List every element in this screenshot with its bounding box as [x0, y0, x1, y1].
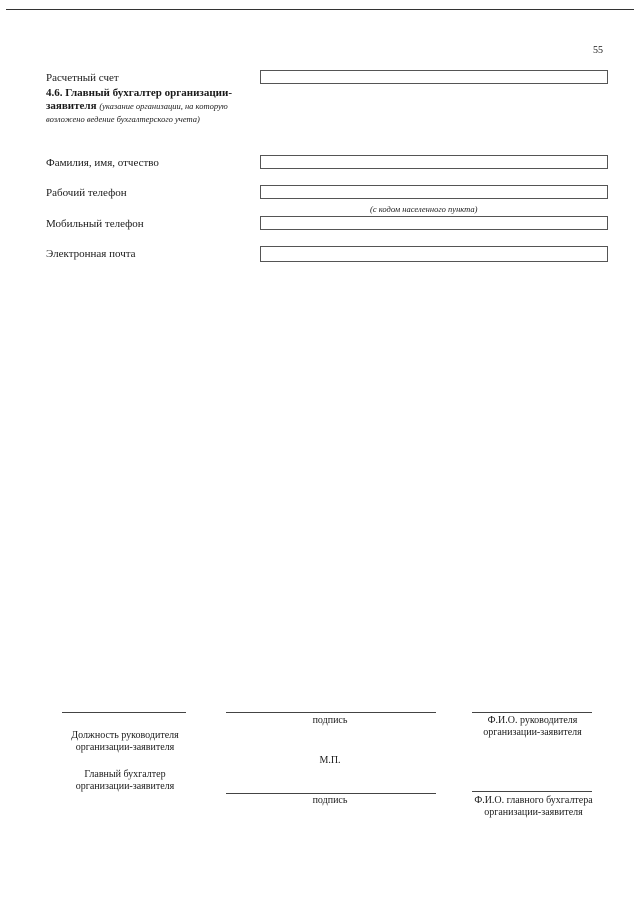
email-field[interactable]	[260, 246, 608, 262]
section-heading-note: (указание организации, на которую возложено ведение бухгалтерского учета)	[46, 101, 228, 124]
chief-accountant-signature-line	[226, 793, 436, 794]
chief-accountant-signature-caption: подпись	[312, 795, 348, 806]
email-label: Электронная почта	[46, 248, 136, 260]
page-number: 55	[593, 45, 603, 56]
head-position-caption: Должность руководителя организации-заявителя	[71, 730, 179, 753]
section-heading	[46, 87, 251, 126]
work-phone-hint: (с кодом населенного пункта)	[370, 204, 478, 214]
head-position-line	[62, 712, 186, 713]
mobile-phone-label: Мобильный телефон	[46, 218, 144, 230]
head-signature-line	[226, 712, 436, 713]
work-phone-label: Рабочий телефон	[46, 187, 127, 199]
full-name-field[interactable]	[260, 155, 608, 169]
mobile-phone-field[interactable]	[260, 216, 608, 230]
head-name-caption: Ф.И.О. руководителя организации-заявителя	[483, 715, 582, 738]
chief-accountant-name-line	[472, 791, 592, 792]
stamp-mark: М.П.	[319, 755, 341, 766]
chief-accountant-position: Главный бухгалтер организации-заявителя	[75, 769, 175, 792]
section-heading-title: 4.6. Главный бухгалтер организации-заявителя	[46, 87, 233, 112]
account-field[interactable]	[260, 70, 608, 84]
chief-accountant-name-caption: Ф.И.О. главного бухгалтера организации-заявителя	[474, 795, 593, 818]
head-signature-caption: подпись	[312, 715, 348, 726]
full-name-label: Фамилия, имя, отчество	[46, 157, 159, 169]
head-name-line	[472, 712, 592, 713]
account-label: Расчетный счет	[46, 72, 119, 84]
top-rule	[6, 9, 634, 10]
work-phone-field[interactable]	[260, 185, 608, 199]
